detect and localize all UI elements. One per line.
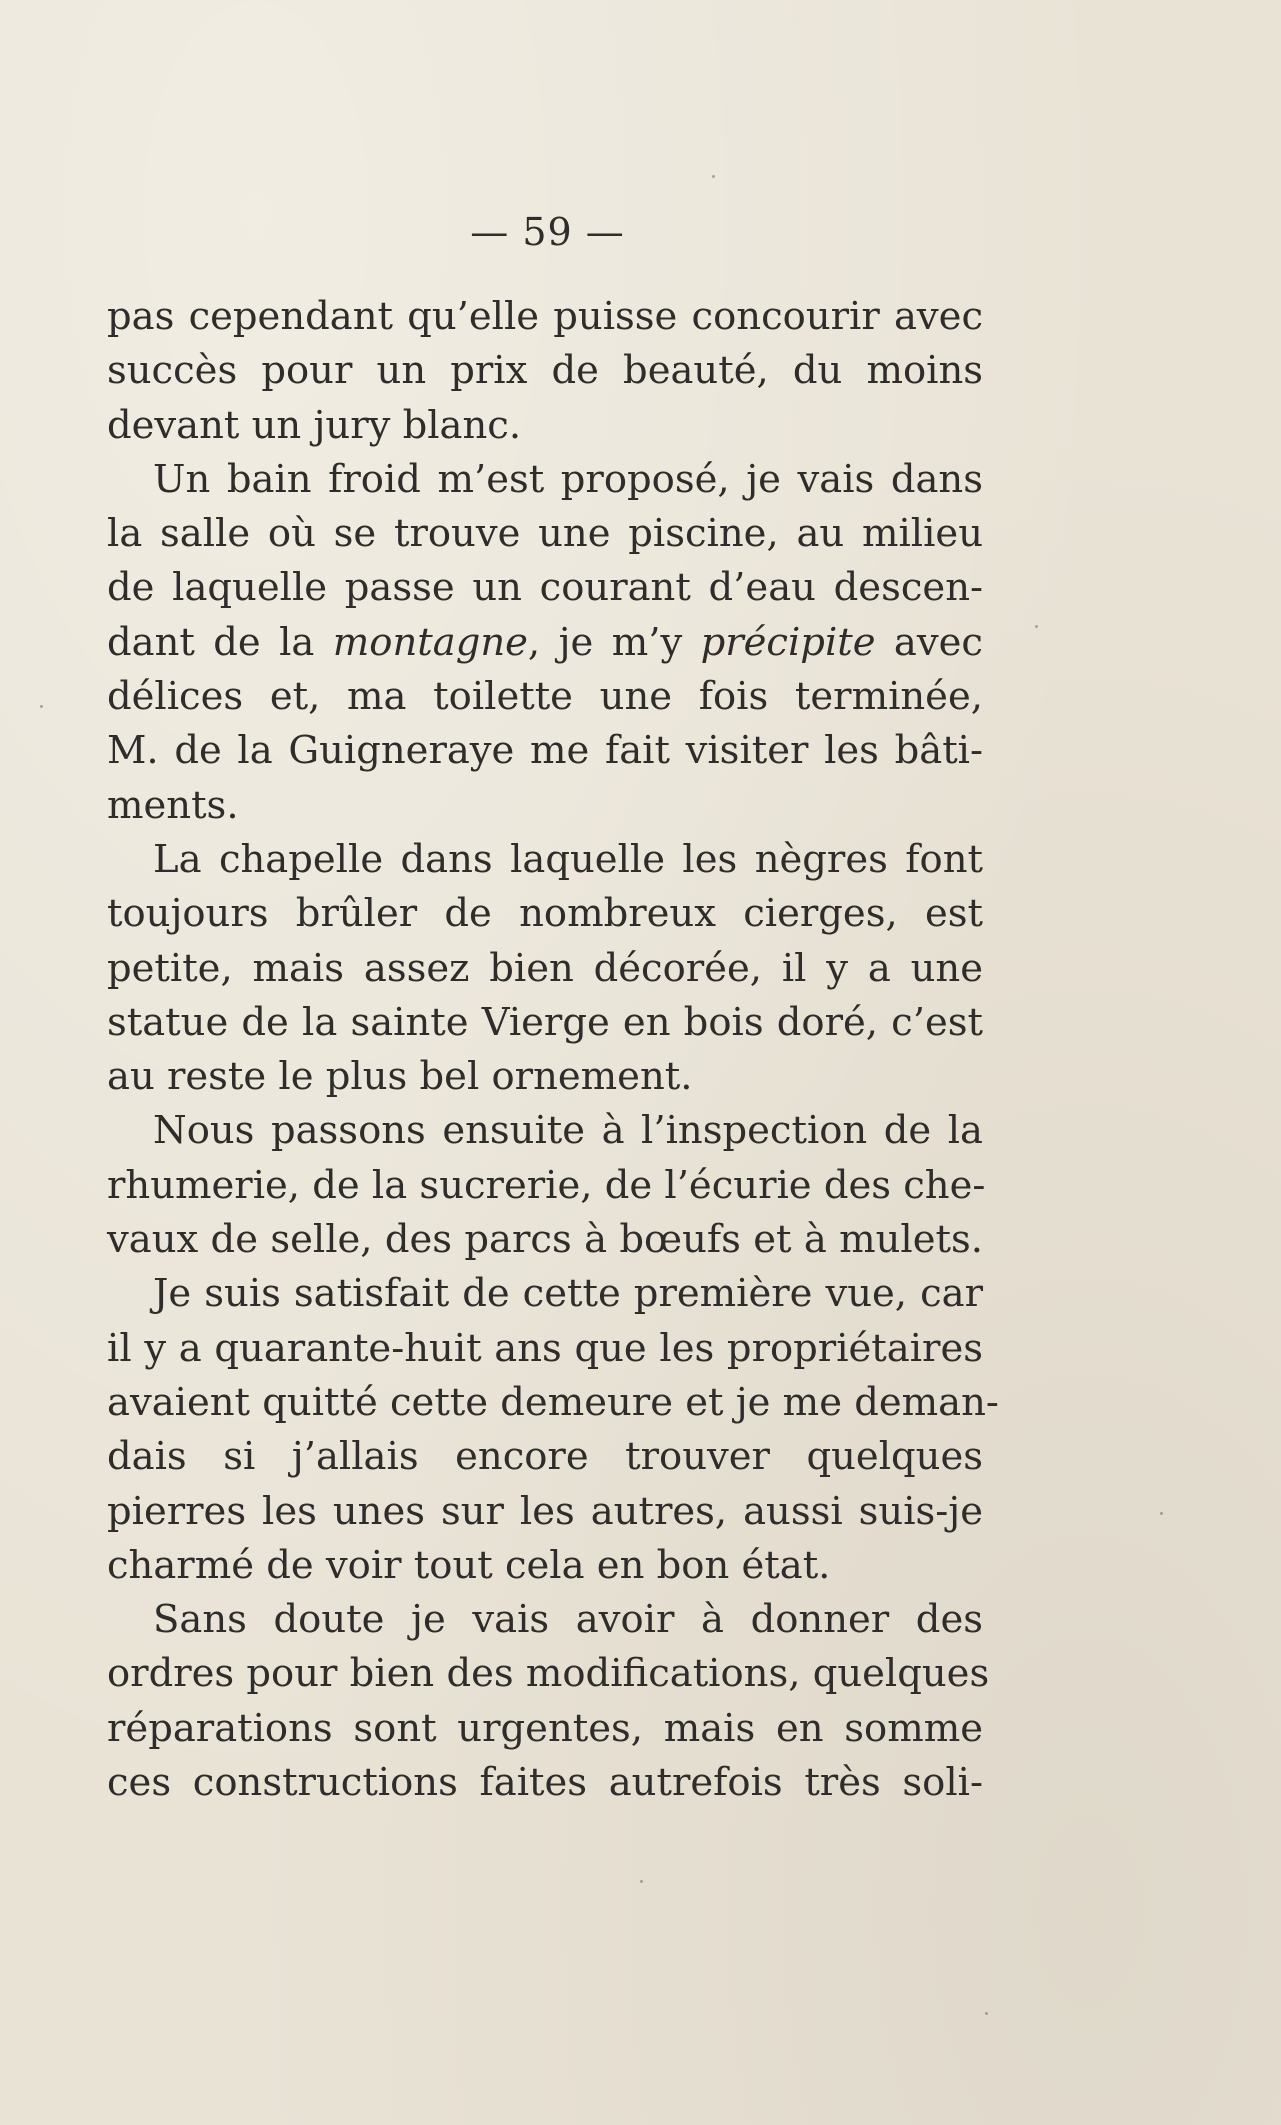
text-line: Un bain froid m’est proposé, je vais dans	[153, 456, 983, 502]
text-line: charmé de voir tout cela en bon état.	[107, 1542, 831, 1588]
text-line: succès pour un prix de beauté, du moins	[107, 348, 983, 394]
body-text	[107, 290, 999, 1810]
paragraph	[107, 833, 983, 1104]
text-segment: avec	[875, 619, 983, 665]
text-line: de laquelle passe un courant d’eau descen-	[107, 565, 983, 611]
text-line: Je suis satisfait de cette première vue, car	[153, 1271, 983, 1317]
paper-speck	[712, 175, 715, 178]
text-line: ordres pour bien des modifications, quelques	[107, 1651, 990, 1697]
text-line: délices et, ma toilette une fois terminée,	[107, 674, 983, 720]
text-line: M. de la Guigneraye me fait visiter les bâti-	[107, 728, 983, 774]
text-line: rhumerie, de la sucrerie, de l’écurie des che-	[107, 1162, 986, 1208]
italic-word: montagne	[332, 619, 528, 665]
paragraph	[107, 290, 983, 453]
text-line: il y a quarante-huit ans que les propriétaires	[107, 1325, 983, 1371]
text-line: pas cependant qu’elle puisse concourir avec	[107, 294, 983, 339]
text-line: ments.	[107, 782, 239, 828]
text-segment: dant de la	[107, 619, 333, 665]
text-line: au reste le plus bel ornement.	[107, 1054, 693, 1100]
text-line: devant un jury blanc.	[107, 402, 522, 448]
text-line: toujours brûler de nombreux cierges, est	[107, 891, 983, 937]
paper-speck	[1035, 625, 1038, 628]
paper-speck	[640, 1880, 643, 1883]
text-line: avaient quitté cette demeure et je me deman-	[107, 1379, 999, 1425]
text-line-with-italics	[107, 616, 983, 670]
paragraph	[107, 1104, 986, 1267]
text-line: statue de la sainte Vierge en bois doré, c’est	[107, 999, 983, 1045]
text-line: La chapelle dans laquelle les nègres font	[153, 836, 983, 882]
text-line: dais si j’allais encore trouver quelques	[107, 1434, 983, 1480]
italic-word: précipite	[700, 619, 876, 665]
paper-speck	[40, 705, 43, 708]
text-line: ces constructions faites autrefois très soli-	[107, 1760, 983, 1806]
paper-speck	[1160, 1512, 1163, 1515]
text-line: Nous passons ensuite à l’inspection de la	[153, 1108, 983, 1154]
page-number: — 59 —	[470, 210, 625, 254]
text-line: réparations sont urgentes, mais en somme	[107, 1705, 983, 1751]
paragraph	[107, 1267, 999, 1593]
text-line: la salle où se trouve une piscine, au milieu	[107, 511, 983, 557]
text-line: Sans doute je vais avoir à donner des	[153, 1597, 983, 1643]
text-line: pierres les unes sur les autres, aussi suis-je	[107, 1488, 983, 1534]
paper-speck	[985, 2012, 988, 2015]
text-segment: , je m’y	[527, 619, 701, 665]
paragraph	[107, 1593, 990, 1810]
text-line: petite, mais assez bien décorée, il y a une	[107, 945, 983, 991]
text-line: vaux de selle, des parcs à bœufs et à mulets.	[107, 1217, 983, 1263]
paragraph	[107, 453, 983, 833]
